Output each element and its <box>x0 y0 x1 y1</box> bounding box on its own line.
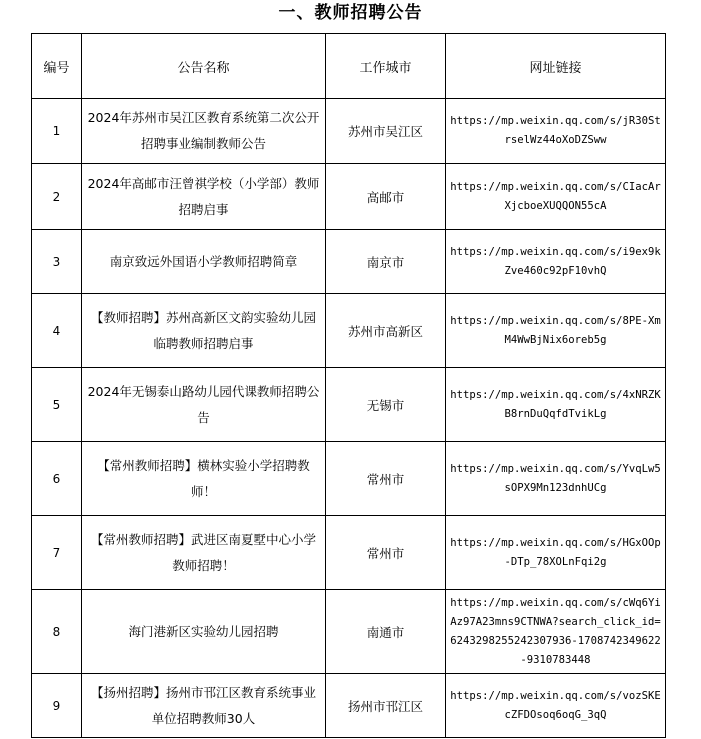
header-number: 编号 <box>32 34 82 99</box>
url-link[interactable]: https://mp.weixin.qq.com/s/HGxOOp-DTp_78XOLnFqi2g <box>446 516 666 590</box>
url-link[interactable]: https://mp.weixin.qq.com/s/i9ex9kZve460c92pF10vhQ <box>446 230 666 294</box>
row-number: 9 <box>32 674 82 738</box>
header-notice-name: 公告名称 <box>82 34 326 99</box>
url-link[interactable]: https://mp.weixin.qq.com/s/YvqLw5sOPX9Mn123dnhUCg <box>446 442 666 516</box>
notice-name: 2024年苏州市吴江区教育系统第二次公开招聘事业编制教师公告 <box>82 99 326 164</box>
notice-name: 2024年高邮市汪曾祺学校（小学部）教师招聘启事 <box>82 164 326 230</box>
header-work-city: 工作城市 <box>326 34 446 99</box>
work-city: 南通市 <box>326 590 446 674</box>
row-number: 8 <box>32 590 82 674</box>
url-link[interactable]: https://mp.weixin.qq.com/s/8PE-XmM4WwBjNix6oreb5g <box>446 294 666 368</box>
url-link[interactable]: https://mp.weixin.qq.com/s/CIacArXjcboeXUQQON55cA <box>446 164 666 230</box>
notice-name: 南京致远外国语小学教师招聘简章 <box>82 230 326 294</box>
table-row <box>32 516 666 590</box>
table-row <box>32 99 666 164</box>
notice-name: 【教师招聘】苏州高新区文韵实验幼儿园临聘教师招聘启事 <box>82 294 326 368</box>
work-city: 常州市 <box>326 516 446 590</box>
work-city: 无锡市 <box>326 368 446 442</box>
work-city: 苏州市吴江区 <box>326 99 446 164</box>
work-city: 常州市 <box>326 442 446 516</box>
notice-name: 海门港新区实验幼儿园招聘 <box>82 590 326 674</box>
work-city: 高邮市 <box>326 164 446 230</box>
table-row <box>32 442 666 516</box>
url-link[interactable]: https://mp.weixin.qq.com/s/vozSKEcZFDOsoq6oqG_3qQ <box>446 674 666 738</box>
url-link[interactable]: https://mp.weixin.qq.com/s/jR30StrselWz44oXoDZSww <box>446 99 666 164</box>
row-number: 2 <box>32 164 82 230</box>
table-row <box>32 590 666 674</box>
notice-name: 【扬州招聘】扬州市邗江区教育系统事业单位招聘教师30人 <box>82 674 326 738</box>
work-city: 苏州市高新区 <box>326 294 446 368</box>
table-row <box>32 294 666 368</box>
header-url: 网址链接 <box>446 34 666 99</box>
table-row <box>32 230 666 294</box>
recruitment-table <box>31 33 666 738</box>
table-row <box>32 368 666 442</box>
page-title: 一、教师招聘公告 <box>278 3 423 23</box>
work-city: 南京市 <box>326 230 446 294</box>
row-number: 5 <box>32 368 82 442</box>
url-link[interactable]: https://mp.weixin.qq.com/s/4xNRZKB8rnDuQqfdTvikLg <box>446 368 666 442</box>
table-header-row <box>32 34 666 99</box>
table-row <box>32 674 666 738</box>
url-link[interactable]: https://mp.weixin.qq.com/s/cWq6YiAz97A23mns9CTNWA?search_click_id=6243298255242307936-1708742349622-9310783448 <box>446 590 666 674</box>
notice-name: 2024年无锡泰山路幼儿园代课教师招聘公告 <box>82 368 326 442</box>
table-row <box>32 164 666 230</box>
row-number: 3 <box>32 230 82 294</box>
notice-name: 【常州教师招聘】武进区南夏墅中心小学教师招聘！ <box>82 516 326 590</box>
work-city: 扬州市邗江区 <box>326 674 446 738</box>
notice-name: 【常州教师招聘】横林实验小学招聘教师！ <box>82 442 326 516</box>
row-number: 6 <box>32 442 82 516</box>
row-number: 1 <box>32 99 82 164</box>
row-number: 7 <box>32 516 82 590</box>
row-number: 4 <box>32 294 82 368</box>
